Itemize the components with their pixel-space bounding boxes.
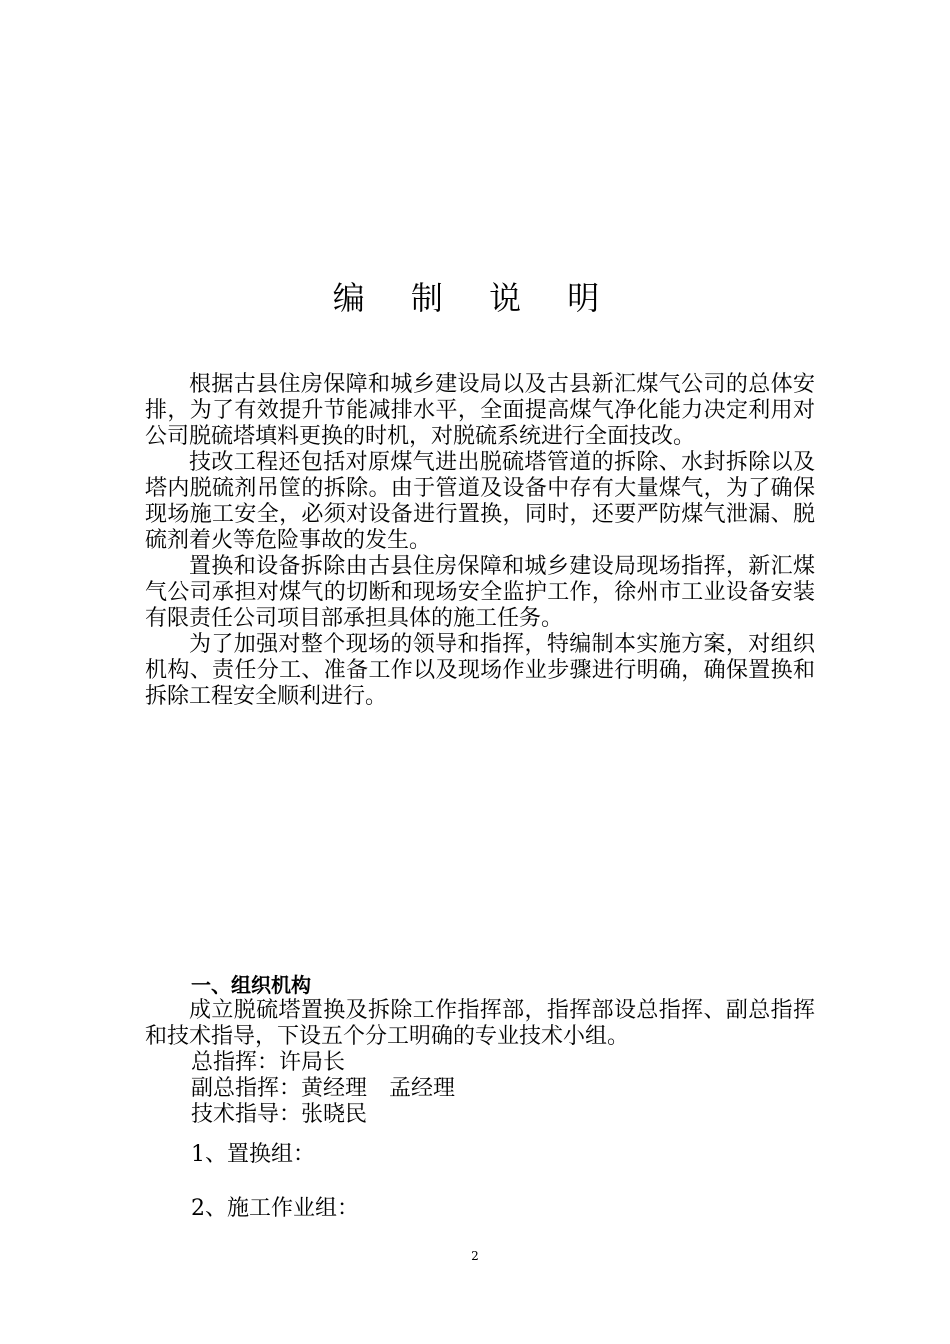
group-replacement-line: 1、置换组： bbox=[191, 1142, 315, 1167]
page-number: 2 bbox=[471, 1249, 479, 1263]
paragraph-background: 根据古县住房保障和城乡建设局以及古县新汇煤气公司的总体安排，为了有效提升节能减排水平，全面提高煤气净化能力决定利用对公司脱硫塔填料更换的时机，对脱硫系统进行全面技改。 bbox=[145, 372, 815, 449]
paragraph-responsibility: 置换和设备拆除由古县住房保障和城乡建设局现场指挥，新汇煤气公司承担对煤气的切断和现场安全监护工作，徐州市工业设备安装有限责任公司项目部承担具体的施工任务。 bbox=[145, 554, 815, 631]
organization-intro: 成立脱硫塔置换及拆除工作指挥部，指挥部设总指挥、副总指挥和技术指导，下设五个分工明确的专业技术小组。 bbox=[145, 998, 815, 1049]
paragraph-scope: 技改工程还包括对原煤气进出脱硫塔管道的拆除、水封拆除以及塔内脱硫剂吊筐的拆除。由于管道及设备中存有大量煤气，为了确保现场施工安全，必须对设备进行置换，同时，还要严防煤气泄漏、脱硫剂着火等危险事故的发生。 bbox=[145, 450, 815, 553]
organization-section bbox=[145, 972, 815, 1222]
document-title: 编 制 说 明 bbox=[332, 279, 618, 317]
paragraph-purpose: 为了加强对整个现场的领导和指挥，特编制本实施方案，对组织机构、责任分工、准备工作以及现场作业步骤进行明确，确保置换和拆除工程安全顺利进行。 bbox=[145, 632, 815, 709]
section-heading: 一、组织机构 bbox=[191, 973, 311, 997]
technical-guide-line: 技术指导：张晓民 bbox=[191, 1102, 368, 1127]
group-construction-line: 2、施工作业组： bbox=[191, 1196, 359, 1221]
intro-section bbox=[145, 372, 815, 710]
commander-line: 总指挥：许局长 bbox=[191, 1050, 346, 1075]
deputy-commander-line: 副总指挥：黄经理 孟经理 bbox=[191, 1076, 456, 1101]
